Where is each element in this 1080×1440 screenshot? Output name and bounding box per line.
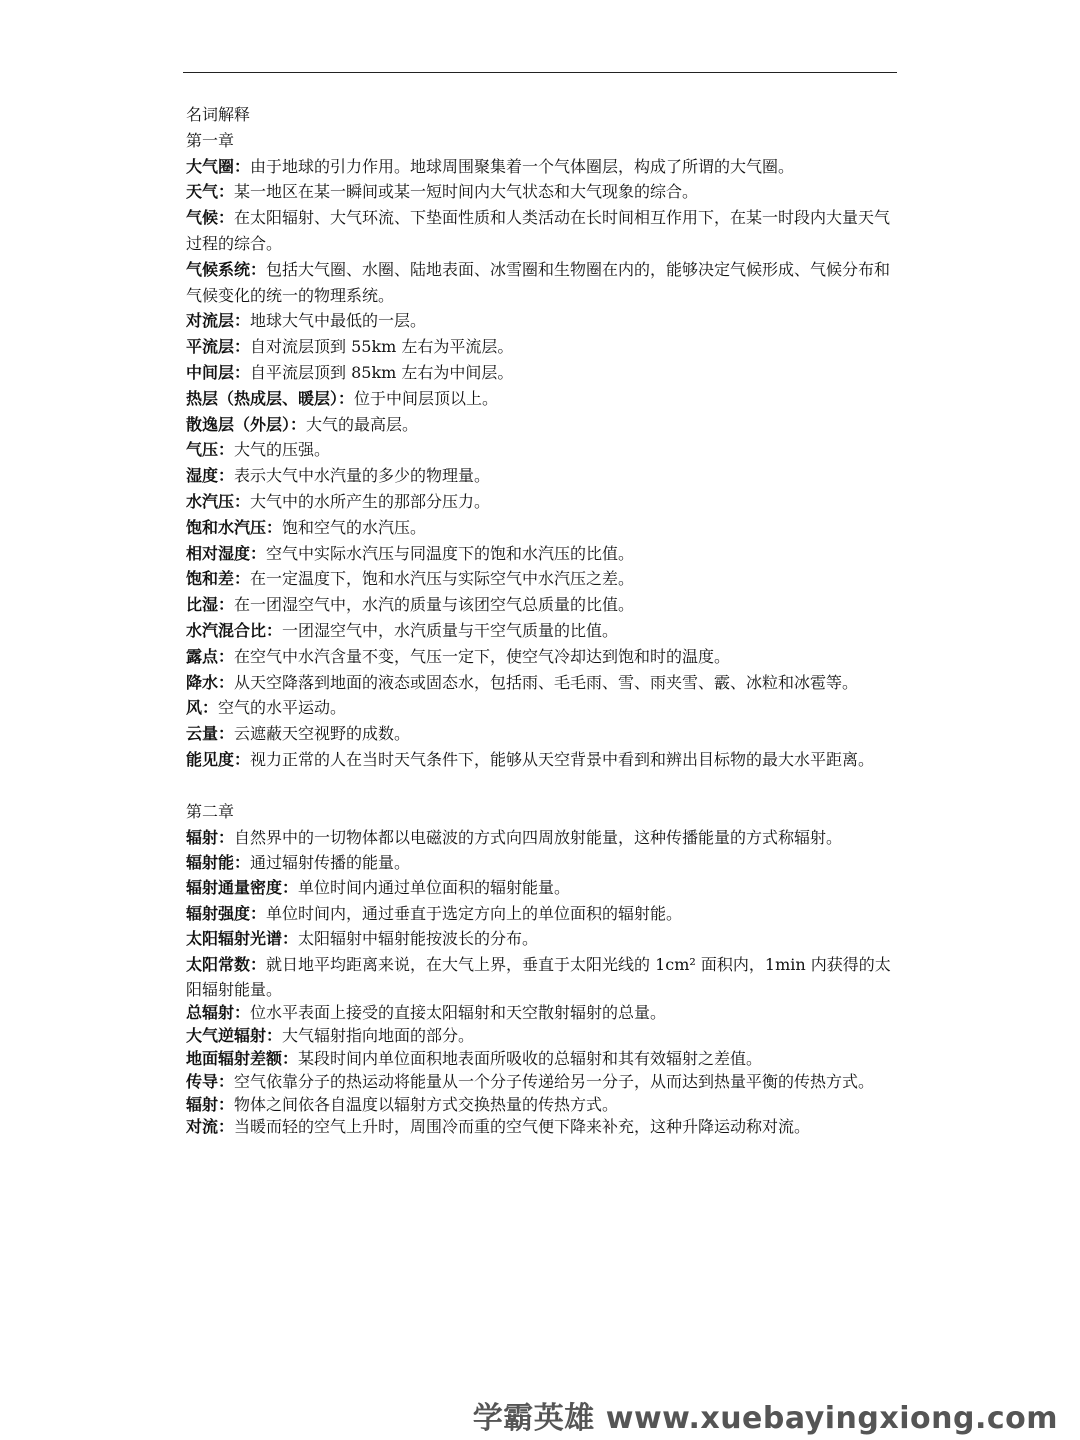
definition-term: 热层（热成层、暖层） bbox=[186, 388, 339, 408]
definition-entry bbox=[186, 1094, 891, 1117]
definition-text: 太阳辐射中辐射能按波长的分布。 bbox=[298, 929, 539, 949]
definition-entry bbox=[186, 437, 891, 463]
definition-entry bbox=[186, 386, 891, 412]
definition-text: 通过辐射传播的能量。 bbox=[250, 852, 411, 872]
definition-separator: ： bbox=[250, 954, 267, 974]
definition-term: 散逸层（外层） bbox=[186, 414, 291, 434]
definition-term: 湿度 bbox=[186, 466, 219, 486]
chapter-1-title: 第一章 bbox=[186, 130, 235, 150]
definition-term: 对流层 bbox=[186, 311, 235, 331]
definition-entry bbox=[186, 515, 891, 541]
definition-separator: ： bbox=[218, 1117, 235, 1137]
definition-separator: ： bbox=[218, 208, 235, 228]
definition-separator: ： bbox=[282, 878, 299, 898]
definition-term: 对流 bbox=[186, 1117, 219, 1137]
definition-separator: ： bbox=[282, 1048, 299, 1068]
chapter-2-entries bbox=[186, 825, 891, 1003]
definition-term: 风 bbox=[186, 698, 203, 718]
definition-separator: ： bbox=[234, 311, 251, 331]
definition-separator: ： bbox=[290, 414, 307, 434]
definition-entry bbox=[186, 1002, 891, 1025]
definition-term: 云量 bbox=[186, 724, 219, 744]
definition-separator: ： bbox=[282, 929, 299, 949]
definition-entry bbox=[186, 257, 891, 309]
definition-text: 在一团湿空气中，水汽的质量与该团空气总质量的比值。 bbox=[234, 595, 635, 615]
definition-separator: ： bbox=[266, 517, 283, 537]
definition-entry bbox=[186, 179, 891, 205]
definition-entry bbox=[186, 618, 891, 644]
definition-term: 辐射能 bbox=[186, 852, 235, 872]
definition-separator: ： bbox=[338, 388, 355, 408]
definition-text: 空气中实际水汽压与同温度下的饱和水汽压的比值。 bbox=[266, 543, 635, 563]
definition-term: 辐射通量密度 bbox=[186, 878, 283, 898]
definition-term: 地面辐射差额 bbox=[186, 1048, 283, 1068]
definition-text: 饱和空气的水汽压。 bbox=[282, 517, 427, 537]
definition-text: 大气的压强。 bbox=[234, 440, 331, 460]
definition-entry bbox=[186, 592, 891, 618]
definition-text: 某段时间内单位面积地表面所吸收的总辐射和其有效辐射之差值。 bbox=[298, 1048, 763, 1068]
definition-text: 位水平表面上接受的直接太阳辐射和天空散射辐射的总量。 bbox=[250, 1003, 667, 1023]
definition-entry bbox=[186, 541, 891, 567]
definition-separator: ： bbox=[234, 156, 251, 176]
definition-term: 总辐射 bbox=[186, 1003, 235, 1023]
definition-text: 自平流层顶到 85km 左右为中间层。 bbox=[250, 362, 514, 382]
definition-separator: ： bbox=[218, 182, 235, 202]
definition-text: 空气的水平运动。 bbox=[218, 698, 347, 718]
definition-entry bbox=[186, 952, 891, 1003]
definition-text: 大气的最高层。 bbox=[306, 414, 419, 434]
definition-separator: ： bbox=[218, 466, 235, 486]
definition-entry bbox=[186, 644, 891, 670]
definition-separator: ： bbox=[218, 440, 235, 460]
definition-term: 辐射 bbox=[186, 827, 219, 847]
definition-term: 降水 bbox=[186, 672, 219, 692]
definition-entry bbox=[186, 926, 891, 951]
definition-entry bbox=[186, 154, 891, 180]
definition-entry bbox=[186, 825, 891, 850]
definition-entry bbox=[186, 721, 891, 747]
definition-entry bbox=[186, 463, 891, 489]
definition-entry bbox=[186, 334, 891, 360]
definition-term: 饱和水汽压 bbox=[186, 517, 267, 537]
definition-separator: ： bbox=[234, 749, 251, 769]
definition-entry bbox=[186, 308, 891, 334]
definition-term: 辐射 bbox=[186, 1094, 219, 1114]
definition-term: 气压 bbox=[186, 440, 219, 460]
definition-term: 水汽压 bbox=[186, 491, 235, 511]
definition-separator: ： bbox=[234, 337, 251, 357]
definition-separator: ： bbox=[218, 724, 235, 744]
definition-term: 水汽混合比 bbox=[186, 620, 267, 640]
definition-separator: ： bbox=[250, 903, 267, 923]
definition-term: 天气 bbox=[186, 182, 219, 202]
definition-text: 当暖而轻的空气上升时，周围冷而重的空气便下降来补充，这种升降运动称对流。 bbox=[234, 1117, 811, 1137]
definition-text: 单位时间内，通过垂直于选定方向上的单位面积的辐射能。 bbox=[266, 903, 683, 923]
definition-separator: ： bbox=[218, 1094, 235, 1114]
definition-entry bbox=[186, 1025, 891, 1048]
definition-separator: ： bbox=[234, 852, 251, 872]
definition-entry bbox=[186, 1071, 891, 1094]
page-heading: 名词解释 bbox=[186, 105, 251, 124]
definition-term: 气候 bbox=[186, 208, 219, 228]
definition-term: 气候系统 bbox=[186, 259, 251, 279]
definition-term: 大气逆辐射 bbox=[186, 1026, 267, 1046]
definition-text: 物体之间依各自温度以辐射方式交换热量的传热方式。 bbox=[234, 1094, 619, 1114]
definition-term: 辐射强度 bbox=[186, 903, 251, 923]
definition-term: 平流层 bbox=[186, 337, 235, 357]
definition-term: 露点 bbox=[186, 646, 219, 666]
definition-text: 就日地平均距离来说，在大气上界，垂直于太阳光线的 1cm² 面积内，1min 内获得的太阳辐射能量。 bbox=[186, 954, 891, 999]
header-rule bbox=[183, 72, 897, 73]
definition-text: 大气辐射指向地面的部分。 bbox=[282, 1026, 475, 1046]
definition-term: 太阳常数 bbox=[186, 954, 251, 974]
definition-separator: ： bbox=[234, 362, 251, 382]
chapter-2-title: 第二章 bbox=[186, 801, 235, 821]
definition-entry bbox=[186, 850, 891, 875]
definition-entry bbox=[186, 670, 891, 696]
definition-separator: ： bbox=[250, 259, 267, 279]
definition-term: 比湿 bbox=[186, 595, 219, 615]
chapter-2-entries-continued bbox=[186, 1002, 891, 1139]
definition-text: 空气依靠分子的热运动将能量从一个分子传递给另一分子，从而达到热量平衡的传热方式。 bbox=[234, 1071, 875, 1091]
document-body bbox=[186, 102, 891, 1139]
definition-term: 太阳辐射光谱 bbox=[186, 929, 283, 949]
definition-term: 相对湿度 bbox=[186, 543, 251, 563]
definition-text: 单位时间内通过单位面积的辐射能量。 bbox=[298, 878, 571, 898]
definition-text: 云遮蔽天空视野的成数。 bbox=[234, 724, 411, 744]
definition-entry bbox=[186, 747, 891, 773]
definition-text: 由于地球的引力作用。地球周围聚集着一个气体圈层，构成了所谓的大气圈。 bbox=[250, 156, 795, 176]
definition-term: 大气圈 bbox=[186, 156, 235, 176]
definition-text: 大气中的水所产生的那部分压力。 bbox=[250, 491, 491, 511]
definition-text: 某一地区在某一瞬间或某一短时间内大气状态和大气现象的综合。 bbox=[234, 182, 699, 202]
definition-text: 位于中间层顶以上。 bbox=[354, 388, 499, 408]
definition-text: 一团湿空气中，水汽质量与干空气质量的比值。 bbox=[282, 620, 619, 640]
definition-term: 传导 bbox=[186, 1071, 219, 1091]
definition-entry bbox=[186, 875, 891, 900]
definition-entry bbox=[186, 205, 891, 257]
definition-entry bbox=[186, 1048, 891, 1071]
definition-separator: ： bbox=[218, 827, 235, 847]
definition-separator: ： bbox=[218, 1071, 235, 1091]
definition-entry bbox=[186, 901, 891, 926]
definition-term: 饱和差 bbox=[186, 569, 235, 589]
definition-entry bbox=[186, 1116, 891, 1139]
definition-entry bbox=[186, 412, 891, 438]
chapter-spacer bbox=[186, 773, 891, 799]
definition-separator: ： bbox=[266, 1026, 283, 1046]
definition-text: 地球大气中最低的一层。 bbox=[250, 311, 427, 331]
definition-separator: ： bbox=[234, 491, 251, 511]
definition-separator: ： bbox=[202, 698, 219, 718]
definition-separator: ： bbox=[266, 620, 283, 640]
definition-separator: ： bbox=[234, 1003, 251, 1023]
definition-entry bbox=[186, 566, 891, 592]
definition-text: 从天空降落到地面的液态或固态水，包括雨、毛毛雨、雪、雨夹雪、霰、冰粒和冰雹等。 bbox=[234, 672, 859, 692]
definition-text: 表示大气中水汽量的多少的物理量。 bbox=[234, 466, 491, 486]
definition-text: 包括大气圈、水圈、陆地表面、冰雪圈和生物圈在内的，能够决定气候形成、气候分布和气候变化的统一的物理系统。 bbox=[186, 259, 891, 305]
definition-entry bbox=[186, 489, 891, 515]
definition-term: 能见度 bbox=[186, 749, 235, 769]
definition-separator: ： bbox=[234, 569, 251, 589]
definition-entry bbox=[186, 360, 891, 386]
definition-separator: ： bbox=[218, 672, 235, 692]
definition-text: 视力正常的人在当时天气条件下，能够从天空背景中看到和辨出目标物的最大水平距离。 bbox=[250, 749, 875, 769]
definition-text: 在太阳辐射、大气环流、下垫面性质和人类活动在长时间相互作用下，在某一时段内大量天气过程的综合。 bbox=[186, 208, 891, 253]
definition-separator: ： bbox=[218, 646, 235, 666]
definition-entry bbox=[186, 695, 891, 721]
definition-separator: ： bbox=[250, 543, 267, 563]
definition-term: 中间层 bbox=[186, 362, 235, 382]
definition-text: 自对流层顶到 55km 左右为平流层。 bbox=[250, 337, 514, 357]
site-watermark: 学霸英雄 www.xuebayingxiong.com bbox=[472, 1401, 1058, 1436]
definition-text: 在一定温度下，饱和水汽压与实际空气中水汽压之差。 bbox=[250, 569, 635, 589]
chapter-1-entries bbox=[186, 154, 891, 773]
definition-text: 自然界中的一切物体都以电磁波的方式向四周放射能量，这种传播能量的方式称辐射。 bbox=[234, 827, 843, 847]
definition-text: 在空气中水汽含量不变，气压一定下，使空气冷却达到饱和时的温度。 bbox=[234, 646, 731, 666]
definition-separator: ： bbox=[218, 595, 235, 615]
